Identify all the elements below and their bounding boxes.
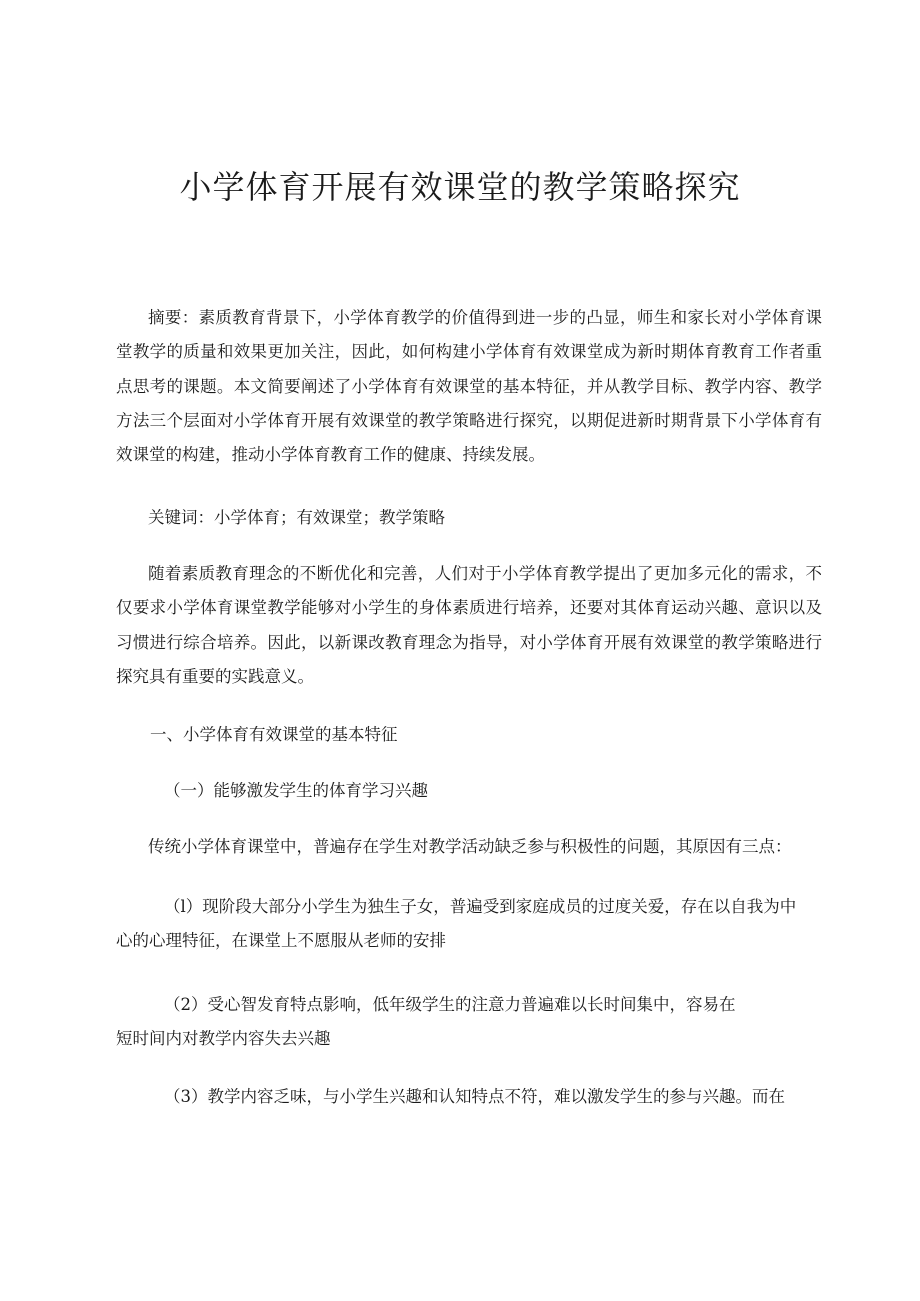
section-heading-1: 一、小学体育有效课堂的基本特征 xyxy=(150,725,398,744)
keywords-line: 关键词：小学体育；有效课堂；教学策略 xyxy=(148,508,445,527)
point-2-line-2: 短时间内对教学内容失去兴趣 xyxy=(116,1029,331,1048)
point-2-line-1: （2）受心智发育特点影响，低年级学生的注意力普遍难以长时间集中，容易在 xyxy=(164,995,736,1014)
point-1-line-1: （l）现阶段大部分小学生为独生子女，普遍受到家庭成员的过度关爱，存在以自我为中 xyxy=(164,897,797,916)
subsection-heading-1: （一）能够激发学生的体育学习兴趣 xyxy=(164,781,428,800)
point-3-line-1: （3）教学内容乏味，与小学生兴趣和认知特点不符，难以激发学生的参与兴趣。而在 xyxy=(164,1087,785,1106)
abstract-paragraph: 摘要：素质教育背景下，小学体育教学的价值得到进一步的凸显，师生和家长对小学体育课堂教学的质量和效果更加关注，因此，如何构建小学体育有效课堂成为新时期体育教育工作者重点思考的课题。本文简要阐述了小学体育有效课堂的基本特征，并从教学目标、教学内容、教学方法三个层面对小学体育开展有效课堂的教学策略进行探究，以期促进新时期背景下小学体育有效课堂的构建，推动小学体育教育工作的健康、持续发展。 xyxy=(116,308,822,465)
point-1-line-2: 心的心理特征，在课堂上不愿服从老师的安排 xyxy=(116,931,446,950)
intro-paragraph: 随着素质教育理念的不断优化和完善，人们对于小学体育教学提出了更加多元化的需求，不仅要求小学体育课堂教学能够对小学生的身体素质进行培养，还要对其体育运动兴趣、意识以及习惯进行综合培养。因此，以新课改教育理念为指导，对小学体育开展有效课堂的教学策略进行探究具有重要的实践意义。 xyxy=(116,564,822,686)
document-title: 小学体育开展有效课堂的教学策略探究 xyxy=(179,168,741,206)
subsection-intro-line: 传统小学体育课堂中，普遍存在学生对教学活动缺乏参与积极性的问题，其原因有三点： xyxy=(148,837,792,856)
